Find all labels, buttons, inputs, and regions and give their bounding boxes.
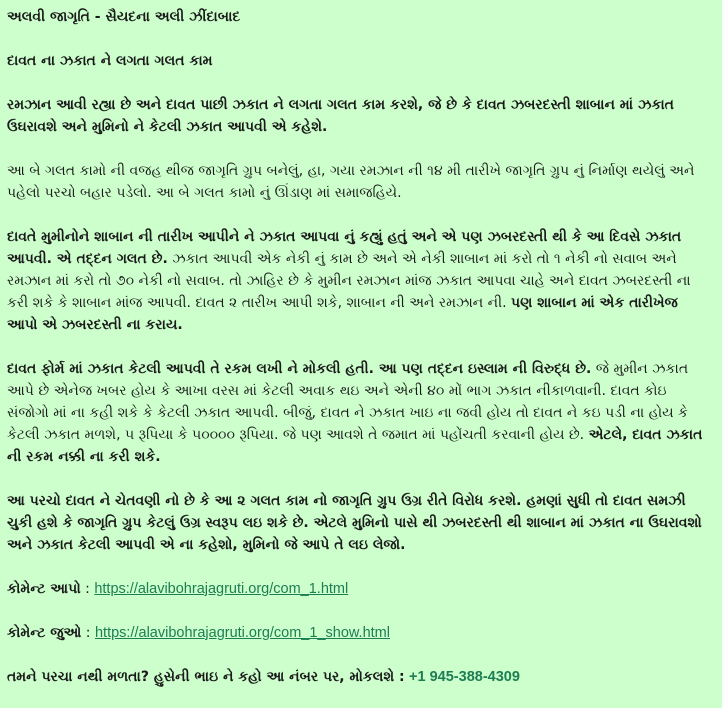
comment-see-link[interactable]: https://alavibohrajagruti.org/com_1_show.html [94, 625, 390, 641]
paragraph-2-bold-end: પણ શાબાન માં એક તારીખેજ આપો એ ઝબરદસ્તી ના કરાય. [7, 295, 678, 333]
paragraph-2 [7, 226, 712, 336]
paragraph-2-bold-start: દાવતે મુમીનોને શાબાન ની તારીખ આપીને ને ઝકાત આપવા નું કહ્યું હતું અને એ પણ ઝબરદસ્તી થી કે આ દિવસે ઝકાત આપવી. એ તદ્દન ગલત છે. [7, 229, 682, 267]
paragraph-3 [7, 358, 712, 468]
comment-see-label: કોમેન્ટ જુઓ [7, 625, 82, 641]
intro-paragraph: રમઝાન આવી રહ્યા છે અને દાવત પાછી ઝકાત ને લગતા ગલત કામ કરશે, જે છે કે દાવત ઝબરદસ્તી શાબાન માં ઝકાત ઉઘરાવશે અને મુમિનો ને કેટલી ઝકાત આપવી એ કહેશે. [7, 97, 674, 135]
paragraph-4: આ પરચો દાવત ને ચેતવણી નો છે કે આ ૨ ગલત કામ નો જાગૃતિ ગ્રુપ ઉગ્ર રીતે વિરોધ કરશે. હમણાં સુધી તો દાવત સમઝી ચુકી હશે કે જાગૃતિ ગ્રુપ કેટલું ઉગ્ર સ્વરૂપ લઇ શકે છે. એટલે મુમિનો પાસે થી ઝબરદસ્તી થી શાબાન માં ઝકાત ના ઉઘરાવશો અને ઝકાત કેટલી આપવી એ ના કહેશો, મુમિનો જે આપે તે લઇ લેજો. [7, 493, 702, 553]
paragraph-1: આ બે ગલત કામો ની વજહ થીજ જાગૃતિ ગ્રુપ બનેલું, હા, ગયા રમઝાન ની ૧૪ મી તારીખે જાગૃતિ ગ્રુપ નું નિર્માણ થયેલું અને પહેલો પરચો બહાર પડેલો. આ બે ગલત કામો નું ઊંડાણ માં સમાજહિયે. [7, 163, 695, 201]
paragraph-3-bold-start: દાવત ફોર્મ માં ઝકાત કેટલી આપવી તે રકમ લખી ને મોકલી હતી. આ પણ તદ્દન ઇસ્લામ ની વિરુદ્ધ છે. [7, 361, 592, 377]
comment-give-label: કોમેન્ટ આપો [7, 581, 81, 597]
article-title: દાવત ના ઝકાત ને લગતા ગલત કામ [7, 53, 213, 69]
phone-number: +1 945-388-4309 [409, 669, 520, 685]
paragraph-3-bold-end: એટલે, દાવત ઝકાત ની રકમ નક્કી ના કરી શકે. [7, 427, 703, 465]
footer-line [7, 666, 712, 688]
site-header: અલવી જાગૃતિ - સૈયદના અલી ઝીંદાબાદ [7, 9, 241, 25]
paragraph-3-text: જે મુમીન ઝકાત આપે છે એનેજ ખબર હોય કે આખા વરસ માં કેટલી અવાક થઇ અને એની ૪૦ મોં ભાગ ઝકાત નીકાળવાની. દાવત કોઇ સંજોગો માં ના કહી શકે કે કેટલી ઝકાત આપવી. બીજું, દાવત ને ઝકાત ખાઇ ના જવી હોય તો દાવત ને કઇ પડી ના હોય કે કેટલી ઝકાત મળશે, ૫ રૂપિયા કે ૫૦૦૦૦ રૂપિયા. જે પણ આવશે તે જમાત માં પહોંચતી કરવાની હોય છે. [7, 361, 689, 443]
comment-see-line: કોમેન્ટ જુઓ : https://alavibohrajagruti.org/com_1_show.html [7, 625, 390, 641]
paragraph-2-text: ઝકાત આપવી એક નેકી નું કામ છે અને એ નેકી શાબાન માં કરો તો ૧ નેકી નો સવાબ અને રમઝાન માં કરો તો ૭૦ નેકી નો સવાબ. તો ઝાહિર છે કે મુમીન રમઝાન માંજ ઝકાત આપવા ચાહે અને દાવત ઝબરદસ્તી ના કરી શકે કે શાબાન માંજ આપવી. દાવત ૨ તારીખ આપી શકે, શાબાન ની અને રમઝાન ની. [7, 251, 691, 311]
comment-give-link[interactable]: https://alavibohrajagruti.org/com_1.html [94, 581, 349, 597]
comment-give-line: કોમેન્ટ આપો : https://alavibohrajagruti.org/com_1.html [7, 581, 349, 597]
footer-text: તમને પરચા નથી મળતા? હુસેની ભાઇ ને કહો આ નંબર પર, મોકલશે : [7, 669, 405, 685]
